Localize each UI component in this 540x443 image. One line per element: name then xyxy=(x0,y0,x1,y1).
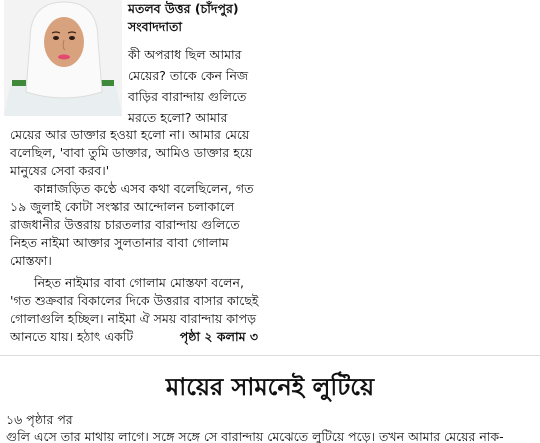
story-line: গোলাগুলি হচ্ছিল। নাইমা ঐ সময় বারান্দায় কাপড় xyxy=(10,311,257,326)
story-line: 'গত শুক্রবার বিকালের দিকে উত্তরার বাসার কাছেই xyxy=(10,293,259,308)
continuation-headline: মায়ের সামনেই লুটিয়ে xyxy=(165,372,375,401)
story-line: কী অপরাধ ছিল আমার xyxy=(128,47,242,62)
story-line: মেয়ের? তাকে কেন নিজ xyxy=(128,68,249,83)
story-line: কান্নাজড়িত কণ্ঠে এসব কথা বলেছিলেন, গত xyxy=(34,181,254,196)
story-line: মেয়ের আর ডাক্তার হওয়া হলো না। আমার মেয়ে xyxy=(10,127,250,142)
continued-from-label: ১৬ পৃষ্ঠার পর xyxy=(6,412,73,427)
story-line: মোস্তফা। xyxy=(10,253,52,268)
story-line: মরতে হলো? আমার xyxy=(128,110,228,125)
jump-reference: পৃষ্ঠা ২ কলাম ৩ xyxy=(179,329,258,344)
byline-location: মতলব উত্তর (চাঁদপুর) xyxy=(128,1,239,16)
story-last-line xyxy=(10,328,258,346)
story-line-text: আনতে যায়। হঠাৎ একটি xyxy=(10,329,134,344)
story-intro-column xyxy=(128,44,256,128)
story-line: নিহত নাইমা আক্তার সুলতানার বাবা গোলাম xyxy=(10,235,229,250)
byline xyxy=(128,0,258,36)
portrait-photo xyxy=(4,0,122,116)
story-line: মানুষের সেবা করব।' xyxy=(10,163,110,178)
portrait-illustration xyxy=(4,0,122,116)
story-line: ১৯ জুলাই কোটা সংস্কার আন্দোলন চলাকালে xyxy=(10,199,235,214)
story-line: বাড়ির বারান্দায় গুলিতে xyxy=(128,89,247,104)
byline-role: সংবাদদাতা xyxy=(128,19,182,34)
story-body xyxy=(10,126,258,346)
story-line: রাজধানীর উত্তরায় চারতলার বারান্দায় গুলিতে xyxy=(10,217,240,232)
story-line: নিহত নাইমার বাবা গোলাম মোস্তফা বলেন, xyxy=(34,275,244,290)
continuation-first-line: গুলি এসে তার মাথায় লাগে। সঙ্গে সঙ্গে সে বারান্দায় মেঝেতে লুটিয়ে পড়ে। তখন আমার মেয়ের নাক- xyxy=(6,429,504,443)
story-line: বলেছিল, 'বাবা তুমি ডাক্তার, আমিও ডাক্তার হয়ে xyxy=(10,145,253,160)
section-divider xyxy=(0,355,540,356)
